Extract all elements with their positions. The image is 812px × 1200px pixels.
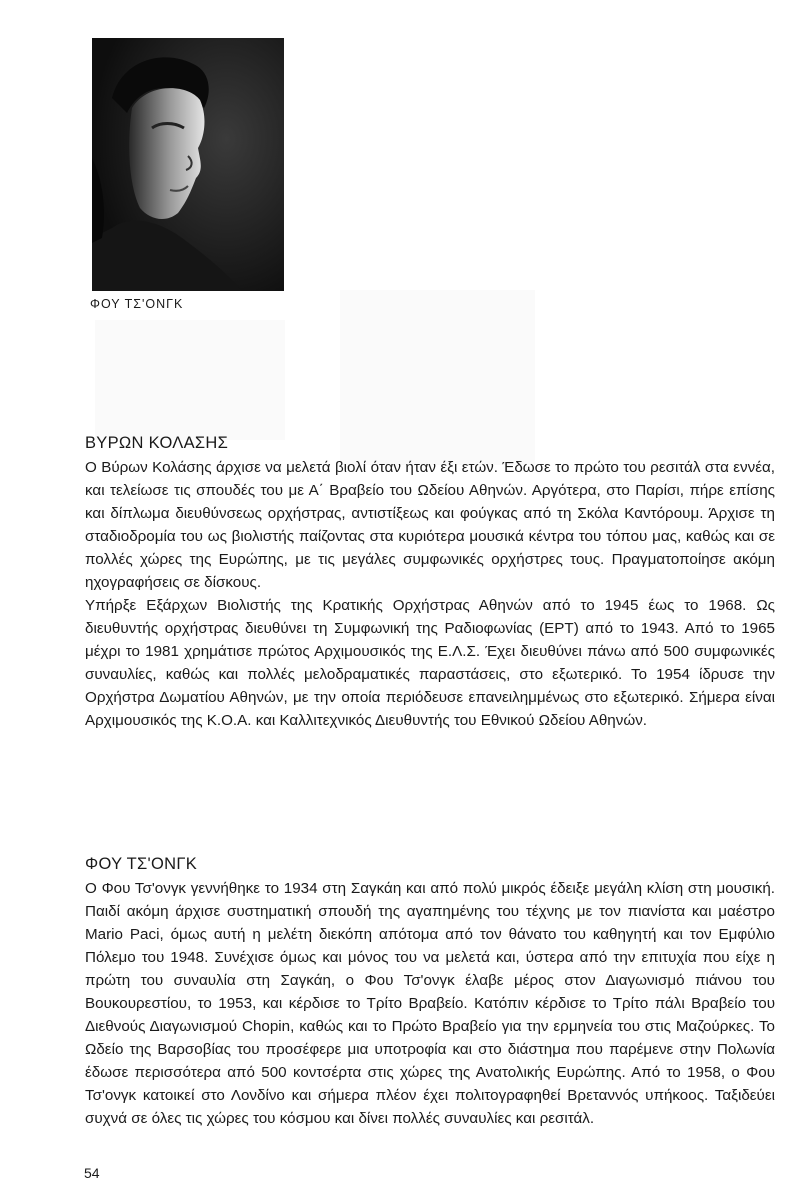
portrait-image: [92, 38, 284, 291]
biography-kolasis: [85, 434, 775, 732]
photo-caption: ΦΟΥ ΤΣ'ΟΝΓΚ: [90, 297, 184, 311]
section-heading: ΒΥΡΩΝ ΚΟΛΑΣΗΣ: [85, 434, 229, 452]
bleed-through-shadow: [95, 320, 285, 440]
section-paragraph: Υπήρξε Εξάρχων Βιολιστής της Κρατικής Ορχήστρας Αθηνών από το 1945 έως το 1968. Ως διευθυντής ορχήστρας διευθύνει τη Συμφωνική της Ραδιοφωνίας (ΕΡΤ) από το 1943. Από το 1965 μέχρι το 1981 χρημάτισε πρώτος Αρχιμουσικός της Ε.Λ.Σ. Έχει διευθύνει πάνω από 500 συμφωνικές συναυλίες, καθώς και πολλές μελοδραματικές παραστάσεις, στο εξωτερικό. Το 1954 ίδρυσε την Ορχήστρα Δωματίου Αθηνών, με την οποία περιόδευσε επανειλημμένως στο εξωτερικό. Σήμερα είναι Αρχιμουσικός της Κ.Ο.Α. και Καλλιτεχνικός Διευθυντής του Εθνικού Ωδείου Αθηνών.: [85, 597, 775, 729]
page-number: 54: [84, 1165, 100, 1181]
section-heading: ΦΟΥ ΤΣ'ΟΝΓΚ: [85, 855, 198, 873]
portrait-photo: [92, 38, 284, 291]
section-paragraph: Ο Βύρων Κολάσης άρχισε να μελετά βιολί όταν ήταν έξι ετών. Έδωσε το πρώτο του ρεσιτάλ στα εννέα, και τελείωσε τις σπουδές του με Α΄ Βραβείο του Ωδείου Αθηνών. Αργότερα, στο Παρίσι, πήρε επίσης και δίπλωμα διευθύνσεως ορχήστρας, αντιστίξεως και φούγκας από τη Σκόλα Καντόρουμ. Άρχισε τη σταδιοδρομία του ως βιολιστής παίζοντας στα κυριότερα μουσικά κέντρα του τόπου μας, καθώς και σε πολλές χώρες της Ευρώπης, με τις μεγάλες συμφωνικές ορχήστρες τους. Πραγματοποίησε ακόμη ηχογραφήσεις σε δίσκους.: [85, 459, 775, 591]
section-paragraph: Ο Φου Τσ'ονγκ γεννήθηκε το 1934 στη Σαγκάη και από πολύ μικρός έδειξε μεγάλη κλίση στη μουσική. Παιδί ακόμη άρχισε συστηματική σπουδή της αγαπημένης του τέχνης με τον πιανίστα και μαέστρο Mario Paci, όμως αυτή η μελέτη διεκόπη απότομα από τον θάνατο του καθηγητή και τον Εμφύλιο Πόλεμο του 1948. Συνέχισε όμως και μόνος του να μελετά και, ύστερα από την επιτυχία που είχε η πρώτη του συναυλία στη Σαγκάη, ο Φου Τσ'ονγκ έλαβε μέρος στον Διαγωνισμό πιάνου του Βουκουρεστίου, το 1953, και κέρδισε το Τρίτο Βραβείο. Κατόπιν κέρδισε το Τρίτο πάλι Βραβείο του Διεθνούς Διαγωνισμού Chopin, καθώς και το Πρώτο Βραβείο για την ερμηνεία του στις Μαζούρκες. Το Ωδείο της Βαρσοβίας του προσέφερε μια υποτροφία και στο διάστημα που παρέμενε στην Πολωνία έδωσε περισσότερα από 500 κοντσέρτα στις χώρες της Ανατολικής Ευρώπης. Από το 1958, ο Φου Τσ'ονγκ κατοικεί στο Λονδίνο και σήμερα πλέον έχει πολιτογραφηθεί Βρεταννός υπήκοος. Ταξιδεύει συχνά σε όλες τις χώρες του κόσμου και δίνει πολλές συναυλίες και ρεσιτάλ.: [85, 880, 775, 1127]
biography-fou-tsong: [85, 855, 775, 1130]
